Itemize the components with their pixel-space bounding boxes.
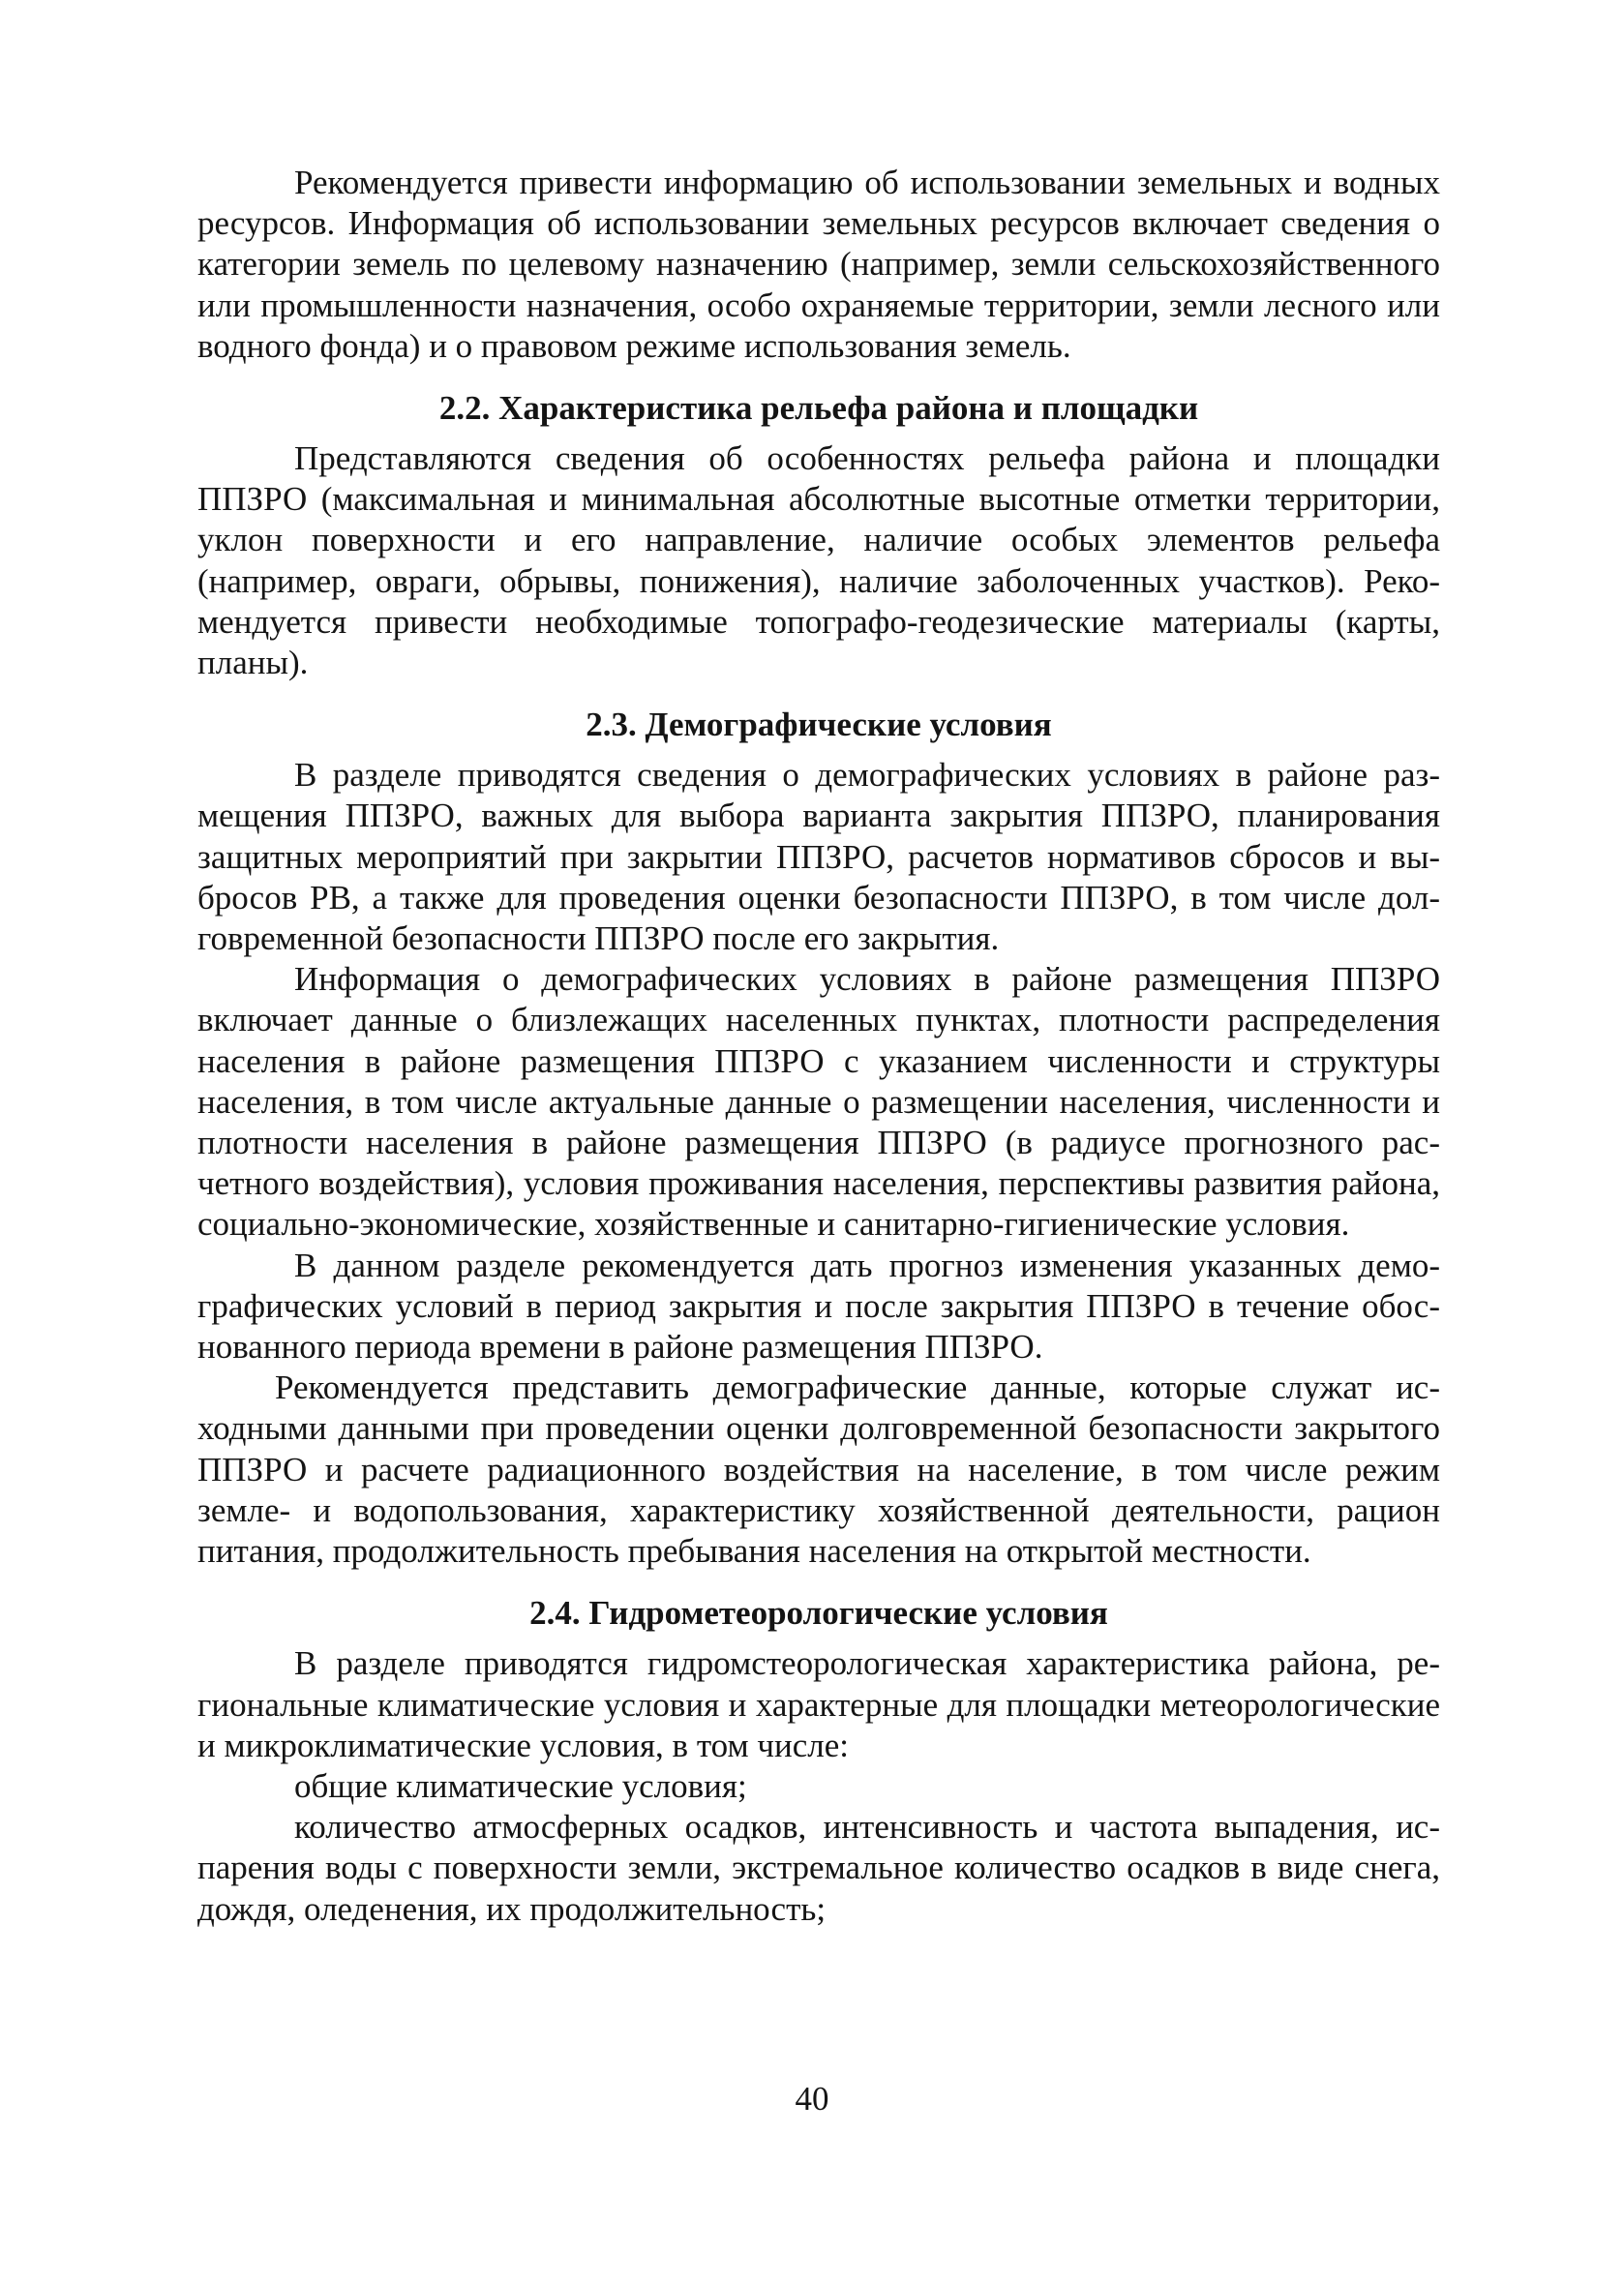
- section-heading-2-2: 2.2. Характеристика рельефа района и площадки: [438, 389, 1199, 428]
- list-item-climate: общие климатические условия;: [294, 1766, 747, 1805]
- paragraph-demography-3: В данном разделе рекомендуется дать прогноз изменения указанных демографических условий в период закрытия и после закрытия ППЗРО в течение обоснованного периода времени в районе размещения ППЗРО.: [197, 1246, 1440, 1367]
- paragraph-demography-1: В разделе приводятся сведения о демографических условиях в районе размещения ППЗРО, важных для выбора варианта закрытия ППЗРО, планирования защитных мероприятий при закрытии ППЗРО, расчетов нормативов сбросов и выбросов РВ, а также для проведения оценки безопасности ППЗРО, в том числе долговременной безопасности ППЗРО после его закрытия.: [197, 756, 1440, 958]
- paragraph-demography-4: Рекомендуется представить демографические данные, которые служат исходными данными при проведении оценки долговременной безопасности закрытого ППЗРО и расчете радиационного воздействия на население, в том числе режим земле- и водопользования, характеристику хозяйственной деятельности, рацион питания, продолжительность пребывания населения на открытой местности.: [197, 1368, 1440, 1571]
- document-page: [197, 163, 1440, 1930]
- paragraph-demography-2: Информация о демографических условиях в районе размещения ППЗРО включает данные о близлежащих населенных пунктах, плотности распределения населения в районе размещения ППЗРО с указанием численности и структуры населения, в том числе актуальные данные о размещении населения, численности и плотности населения в районе размещения ППЗРО (в радиусе прогнозного расчетного воздействия), условия проживания населения, перспективы развития района, социально-экономические, хозяйственные и санитарно-гигиенические условия.: [197, 960, 1440, 1244]
- paragraph-intro: Рекомендуется привести информацию об использовании земельных и водных ресурсов. Информация об использовании земельных ресурсов включает сведения о категории земель по целевому назначению (например, земли сельскохозяйственного или промышленности назначения, особо охраняемые территории, земли лесного или водного фонда) и о правовом режиме использования земель.: [197, 164, 1440, 365]
- paragraph-relief: Представляются сведения об особенностях рельефа района и площадки ППЗРО (максимальная и минимальная абсолютные высотные отметки территории, уклон поверхности и его направление, наличие особых элементов рельефа (например, овраги, обрывы, понижения), наличие заболоченных участков). Рекомендуется привести необходимые топографо-геодезические материалы (карты, планы).: [197, 439, 1440, 682]
- section-heading-2-3: 2.3. Демографические условия: [586, 706, 1052, 744]
- page-number: 40: [795, 2080, 829, 2118]
- list-item-precipitation: количество атмосферных осадков, интенсивность и частота выпадения, испарения воды с поверхности земли, экстремальное количество осадков в виде снега, дождя, оледенения, их продолжительность;: [197, 1808, 1440, 1928]
- paragraph-hydromet: В разделе приводятся гидромстеорологическая характеристика района, региональные климатические условия и характерные для площадки метеорологические и микроклиматические условия, в том числе:: [197, 1644, 1440, 1764]
- section-heading-2-4: 2.4. Гидрометеорологические условия: [529, 1594, 1108, 1633]
